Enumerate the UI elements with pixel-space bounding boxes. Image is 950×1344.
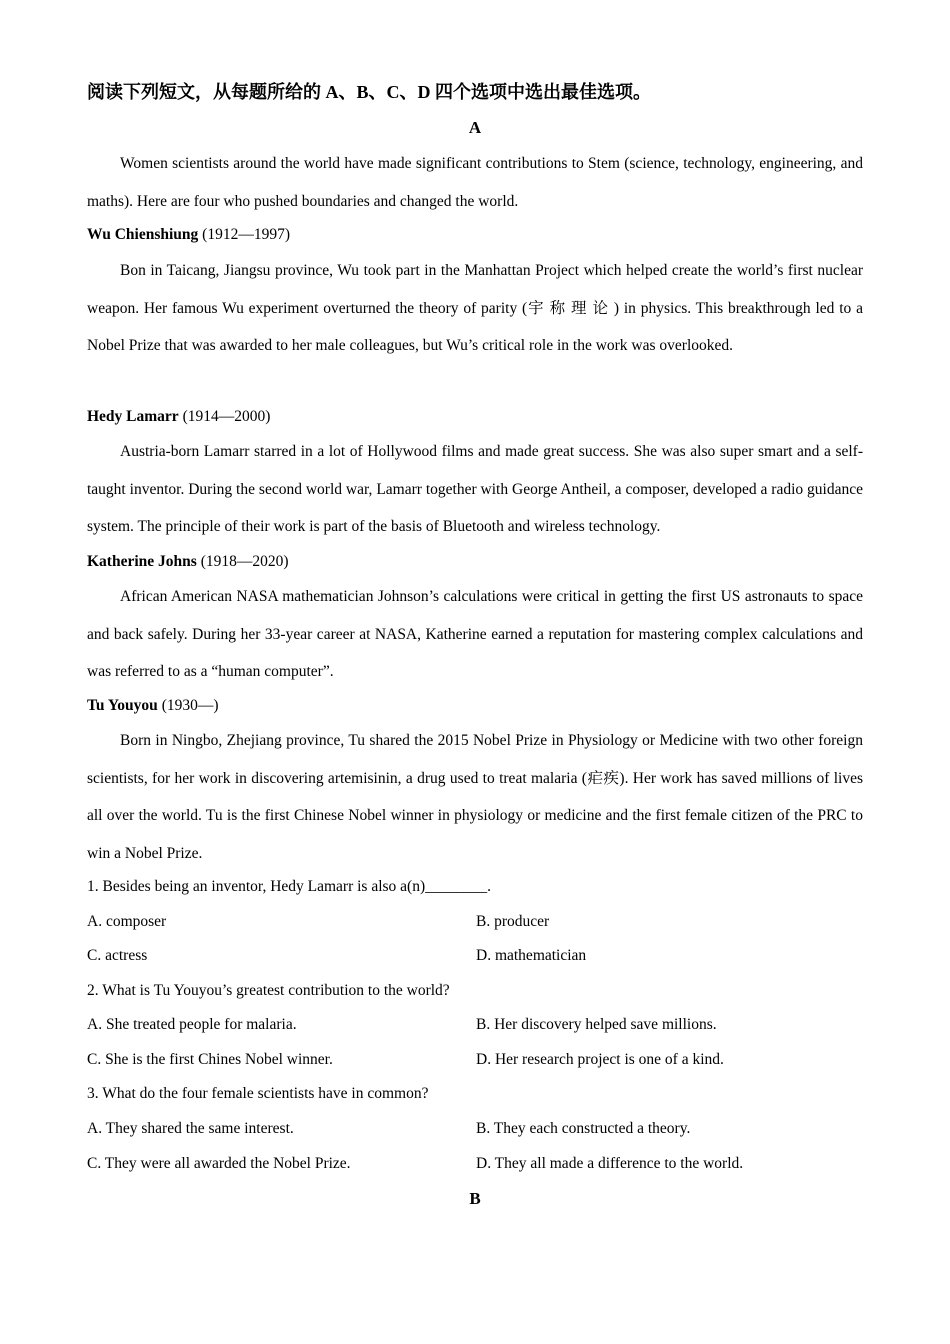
q1-option-d: D. mathematician: [476, 947, 587, 964]
q1-option-c: C. actress: [87, 947, 148, 964]
q3-option-d: D. They all made a difference to the world.: [476, 1155, 744, 1172]
q3-option-b: B. They each constructed a theory.: [476, 1120, 691, 1137]
scientist-bio-tu: Born in Ningbo, Zhejiang province, Tu shared the 2015 Nobel Prize in Physiology or Medicine with two other foreign scientists, for her work in discovering artemisinin, a drug used to treat malaria (疟疾). Her work has saved millions of lives all over the world. Tu is the first Chinese Nobel winner in physiology or medicine and the first female citizen of the PRC to win a Nobel Prize.: [87, 732, 863, 862]
q2-option-c: C. She is the first Chines Nobel winner.: [87, 1051, 333, 1068]
scientist-bio-johns: African American NASA mathematician Johnson’s calculations were critical in getting the first US astronauts to space and back safely. During her 33-year career at NASA, Katherine earned a reputation for mastering complex calculations and was referred to as a “human computer”.: [87, 588, 863, 680]
scientist-name: Katherine Johns: [87, 553, 197, 570]
q2-option-b: B. Her discovery helped save millions.: [476, 1016, 717, 1033]
scientist-heading-lamarr: [87, 408, 270, 426]
scientist-heading-wu: [87, 226, 290, 244]
scientist-name: Wu Chienshiung: [87, 226, 199, 243]
scientist-years: (1918—2020): [200, 553, 289, 570]
question-2: 2. What is Tu Youyou’s greatest contribution to the world?: [87, 982, 450, 999]
q1-option-b: B. producer: [476, 913, 550, 930]
scientist-heading-tu: [87, 697, 219, 715]
scientist-years: (1930—): [161, 697, 219, 714]
q2-option-a: A. She treated people for malaria.: [87, 1016, 297, 1033]
q2-option-d: D. Her research project is one of a kind.: [476, 1051, 724, 1068]
section-label-a: A: [468, 118, 482, 137]
bio-text: Bon in Taicang, Jiangsu province, Wu took part in the Manhattan Project which helped create the world’s first nuclear weapon. Her famous Wu experiment overturned the theory of parity (: [87, 262, 863, 317]
bio-chinese-term: 宇称理论: [527, 299, 614, 317]
instruction-heading: 阅读下列短文，从每题所给的 A、B、C、D 四个选项中选出最佳选项。: [87, 82, 651, 102]
q3-option-a: A. They shared the same interest.: [87, 1120, 294, 1137]
q3-option-c: C. They were all awarded the Nobel Prize.: [87, 1155, 351, 1172]
section-label-b: B: [469, 1189, 481, 1208]
scientist-heading-johns: [87, 553, 289, 571]
question-1: 1. Besides being an inventor, Hedy Lamarr is also a(n)________.: [87, 878, 492, 895]
scientist-name: Hedy Lamarr: [87, 408, 179, 425]
scientist-name: Tu Youyou: [87, 697, 158, 714]
scientist-bio-wu: [87, 252, 863, 365]
scientist-years: (1914—2000): [182, 408, 271, 425]
scientist-years: (1912—1997): [202, 226, 290, 243]
q1-option-a: A. composer: [87, 913, 167, 930]
bio-text: ) in physics. This breakthrough led to a Nobel Prize that was awarded to her male colleagues, but Wu’s critical role in the work was overlooked.: [87, 299, 863, 354]
scientist-bio-lamarr: Austria-born Lamarr starred in a lot of Hollywood films and made great success. She was also super smart and a self-taught inventor. During the second world war, Lamarr together with George Antheil, a composer, developed a radio guidance system. The principle of their work is part of the basis of Bluetooth and wireless technology.: [87, 443, 863, 535]
question-3: 3. What do the four female scientists have in common?: [87, 1085, 429, 1102]
intro-paragraph: Women scientists around the world have made significant contributions to Stem (science, technology, engineering, and maths). Here are four who pushed boundaries and changed the world.: [87, 155, 863, 210]
